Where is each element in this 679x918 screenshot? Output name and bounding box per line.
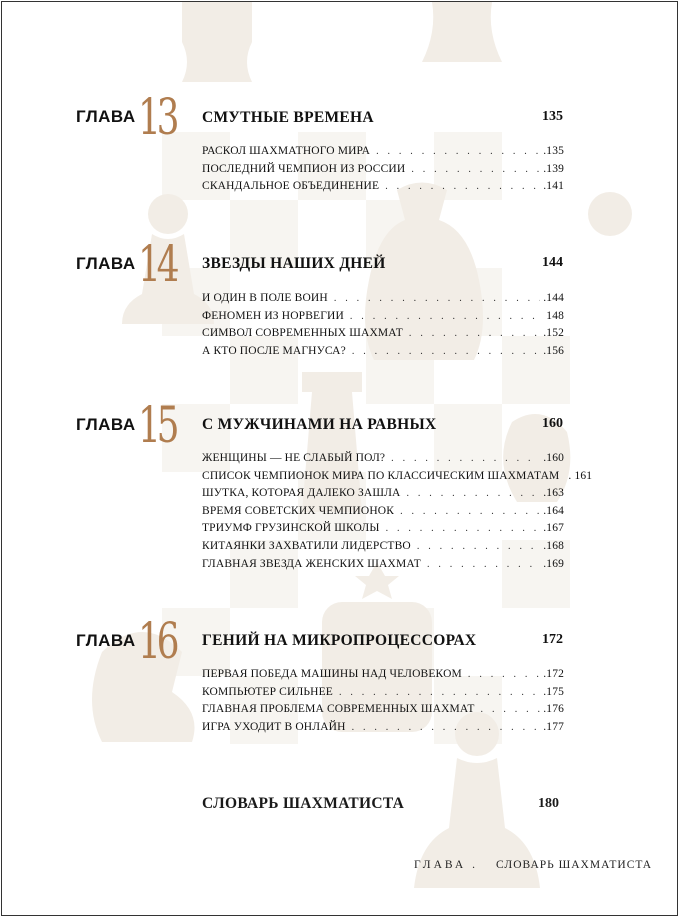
- entry-title: И ОДИН В ПОЛЕ ВОИН: [202, 292, 328, 304]
- entry-page: .163: [543, 487, 564, 500]
- entry-title: ПЕРВАЯ ПОБЕДА МАШИНЫ НАД ЧЕЛОВЕКОМ: [202, 668, 462, 680]
- chapter-label: ГЛАВА: [76, 107, 136, 126]
- toc-entry[interactable]: [202, 721, 564, 739]
- dot-leader: [468, 669, 540, 680]
- chapter-page: 160: [542, 416, 563, 431]
- toc-page: [1, 1, 678, 916]
- entry-page: .176: [543, 703, 564, 716]
- entry-page: .172: [543, 668, 564, 680]
- dot-leader: [352, 722, 541, 733]
- entry-page: . 161: [568, 469, 593, 482]
- entry-page: .141: [543, 180, 564, 193]
- footer-separator: .: [472, 859, 477, 871]
- chapter-label: ГЛАВА: [76, 254, 136, 273]
- entry-title: ПОСЛЕДНИЙ ЧЕМПИОН ИЗ РОССИИ: [202, 162, 406, 175]
- entry-page: .152: [543, 327, 564, 340]
- toc-entry[interactable]: [202, 292, 564, 310]
- toc-entry[interactable]: [202, 668, 564, 686]
- chapter-title[interactable]: ЗВЕЗДЫ НАШИХ ДНЕЙ: [202, 255, 386, 272]
- entry-page: .144: [543, 292, 564, 304]
- chapter-label: ГЛАВА: [76, 631, 136, 650]
- dot-leader: [376, 146, 540, 157]
- entry-title: РАСКОЛ ШАХМАТНОГО МИРА: [202, 145, 371, 157]
- chapter-entries: [202, 452, 593, 575]
- entry-title: ШУТКА, КОТОРАЯ ДАЛЕКО ЗАШЛА: [202, 487, 401, 500]
- chapter-page: 144: [542, 255, 563, 270]
- entry-page: .168: [543, 539, 564, 552]
- entry-title: ГЛАВНАЯ ЗВЕЗДА ЖЕНСКИХ ШАХМАТ: [202, 557, 421, 570]
- entry-page: .139: [543, 162, 564, 175]
- toc-entry[interactable]: [202, 487, 564, 505]
- toc-entry[interactable]: [202, 163, 564, 181]
- entry-page: .177: [543, 720, 564, 733]
- entry-page: .156: [543, 344, 564, 357]
- toc-entry[interactable]: [202, 505, 564, 523]
- toc-entry[interactable]: [202, 469, 593, 488]
- toc-entry[interactable]: [202, 180, 564, 198]
- glossary-title[interactable]: СЛОВАРЬ ШАХМАТИСТА: [202, 795, 405, 812]
- toc-entry[interactable]: [202, 540, 564, 558]
- chapter-entries: [202, 292, 564, 362]
- entry-title: СКАНДАЛЬНОЕ ОБЪЕДИНЕНИЕ: [202, 180, 380, 193]
- toc-entry[interactable]: [202, 327, 564, 345]
- entry-title: ГЛАВНАЯ ПРОБЛЕМА СОВРЕМЕННЫХ ШАХМАТ: [202, 703, 475, 716]
- chapter-title[interactable]: СМУТНЫЕ ВРЕМЕНА: [202, 109, 374, 126]
- toc-entry[interactable]: [202, 558, 564, 576]
- dot-leader: [339, 687, 540, 698]
- footer-chapter-label: ГЛАВА: [414, 859, 467, 871]
- dot-leader: [350, 311, 543, 322]
- page-footer: [414, 859, 652, 871]
- toc-entry[interactable]: [202, 452, 564, 470]
- dot-leader: [411, 164, 540, 175]
- entry-title: ВРЕМЯ СОВЕТСКИХ ЧЕМПИОНОК: [202, 504, 395, 517]
- entry-page: .175: [543, 685, 564, 698]
- toc-entry[interactable]: [202, 145, 564, 163]
- entry-title: ЖЕНЩИНЫ — НЕ СЛАБЫЙ ПОЛ?: [202, 452, 386, 464]
- dot-leader: [400, 506, 540, 517]
- entry-page: .169: [543, 557, 564, 570]
- glossary-page: 180: [538, 796, 559, 811]
- dot-leader: [385, 181, 540, 192]
- toc-entry[interactable]: [202, 703, 564, 721]
- chapter-entries: [202, 668, 564, 738]
- chapter-entries: [202, 145, 564, 198]
- chapter-number: 14: [138, 235, 176, 293]
- entry-page: .160: [543, 452, 564, 464]
- dot-leader: [417, 541, 540, 552]
- toc-entry[interactable]: [202, 522, 564, 540]
- chapter-label: ГЛАВА: [76, 415, 136, 434]
- entry-title: КОМПЬЮТЕР СИЛЬНЕЕ: [202, 685, 333, 698]
- chapter-number: 13: [138, 88, 176, 146]
- toc-entry[interactable]: [202, 345, 564, 363]
- dot-leader: [481, 704, 541, 715]
- entry-title: ФЕНОМЕН ИЗ НОРВЕГИИ: [202, 309, 344, 322]
- dot-leader: [407, 488, 541, 499]
- entry-title: СПИСОК ЧЕМПИОНОК МИРА ПО КЛАССИЧЕСКИМ ШАХМАТАМ: [202, 469, 560, 482]
- chapter-number: 15: [138, 396, 176, 454]
- dot-leader: [391, 453, 540, 464]
- dot-leader: [352, 346, 540, 357]
- chapter-title[interactable]: ГЕНИЙ НА МИКРОПРОЦЕССОРАХ: [202, 632, 477, 649]
- entry-page: 148: [546, 309, 564, 322]
- entry-title: ТРИУМФ ГРУЗИНСКОЙ ШКОЛЫ: [202, 522, 380, 535]
- dot-leader: [386, 523, 541, 534]
- entry-page: .167: [543, 522, 564, 535]
- footer-section-title: СЛОВАРЬ ШАХМАТИСТА: [496, 859, 653, 871]
- toc-entry[interactable]: [202, 310, 564, 328]
- chapter-title[interactable]: С МУЖЧИНАМИ НА РАВНЫХ: [202, 416, 437, 433]
- chapter-page: 135: [542, 109, 563, 124]
- entry-page: .135: [543, 145, 564, 157]
- chapter-page: 172: [542, 632, 563, 647]
- toc-entry[interactable]: [202, 686, 564, 704]
- entry-title: КИТАЯНКИ ЗАХВАТИЛИ ЛИДЕРСТВО: [202, 539, 411, 552]
- entry-title: ИГРА УХОДИТ В ОНЛАЙН: [202, 720, 346, 733]
- entry-title: СИМВОЛ СОВРЕМЕННЫХ ШАХМАТ: [202, 327, 403, 340]
- dot-leader: [334, 293, 540, 304]
- chapter-number: 16: [138, 612, 176, 670]
- entry-page: .164: [543, 504, 564, 517]
- dot-leader: [427, 559, 540, 570]
- table-of-contents: [2, 2, 677, 915]
- dot-leader: [409, 328, 540, 339]
- entry-title: А КТО ПОСЛЕ МАГНУСА?: [202, 344, 346, 357]
